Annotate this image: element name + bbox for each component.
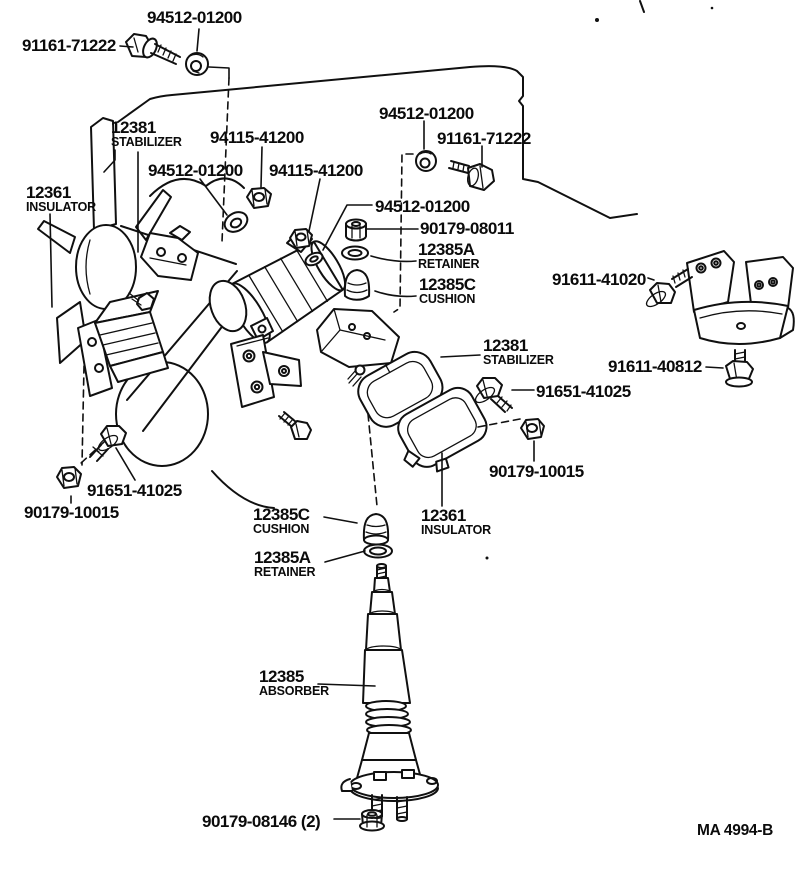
part-label-91611-40812 xyxy=(608,358,702,375)
part-number: 90179-08146 (2) xyxy=(202,812,321,831)
nut-94115-41200-first-drawing xyxy=(247,188,271,208)
part-label-91161-71222-right xyxy=(437,130,531,147)
part-label-12381-left xyxy=(111,119,182,149)
part-label-90179-10015-right xyxy=(489,463,584,480)
retainer-12385A-right-drawing xyxy=(342,247,368,260)
part-number: 12381 xyxy=(111,118,156,137)
part-number: 94115-41200 xyxy=(210,128,304,147)
bolt-91611-41025-drawing xyxy=(279,412,311,439)
part-label-91611-41020 xyxy=(552,271,646,288)
part-label-94512-01200-mid xyxy=(148,162,243,179)
nut-90179-10015-left-drawing xyxy=(57,467,81,488)
part-name: INSULATOR xyxy=(26,200,96,215)
part-label-90179-08011 xyxy=(420,220,514,237)
center-bracket-drawing xyxy=(231,335,301,407)
bolt-91611-40812-drawing xyxy=(726,350,753,387)
part-number: 91611-41020 xyxy=(552,270,646,289)
right-mount-bracket-drawing xyxy=(687,251,794,344)
cushion-12385C-right-drawing xyxy=(345,270,369,300)
part-number: 12385C xyxy=(419,275,476,294)
part-name: INSULATOR xyxy=(421,523,491,538)
part-label-12385-absorber xyxy=(259,668,329,698)
part-label-91651-41025-left xyxy=(87,482,182,499)
part-label-91651-41025-right xyxy=(536,383,631,400)
part-number: 91161-71222 xyxy=(437,129,531,148)
part-label-12361-left xyxy=(26,184,96,214)
part-number: 90179-08011 xyxy=(420,219,514,238)
stabilizer-bracket-center-drawing xyxy=(317,309,399,367)
part-label-94512-01200-column xyxy=(375,198,470,215)
part-number: 12381 xyxy=(483,336,528,355)
bolt-91161-71222-right-drawing xyxy=(449,161,494,190)
part-label-91161-71222-left xyxy=(22,37,116,54)
part-name: RETAINER xyxy=(254,565,316,580)
part-name: STABILIZER xyxy=(483,353,554,368)
shock-absorber-drawing xyxy=(341,564,438,821)
part-label-94512-01200-top xyxy=(147,9,242,26)
drawing-code: MA 4994-B xyxy=(697,822,773,839)
grommet-94512-01200-right-drawing xyxy=(416,151,436,171)
part-name: RETAINER xyxy=(418,257,480,272)
part-label-12385A-lower xyxy=(254,549,315,579)
part-number: 12385C xyxy=(253,505,310,524)
part-number: 94512-01200 xyxy=(147,8,242,27)
part-number: 94512-01200 xyxy=(148,161,243,180)
part-label-94115-41200-first xyxy=(210,129,304,146)
retainer-12385A-lower-drawing xyxy=(364,545,392,558)
part-name: ABSORBER xyxy=(259,684,329,699)
stabilizer-bracket-left-drawing xyxy=(141,226,198,280)
part-number: 91161-71222 xyxy=(22,36,116,55)
part-label-12385C-right xyxy=(419,276,476,306)
part-number: 94512-01200 xyxy=(379,104,474,123)
part-label-12381-center xyxy=(483,337,554,367)
part-number: 94512-01200 xyxy=(375,197,470,216)
nut-90179-08011-drawing xyxy=(346,220,366,241)
part-label-90179-08146 xyxy=(202,813,320,830)
part-number: 94115-41200 xyxy=(269,161,363,180)
cushion-12385C-lower-drawing xyxy=(364,514,388,545)
nut-90179-10015-right-drawing xyxy=(521,419,544,439)
part-label-90179-10015-left xyxy=(24,504,119,521)
part-label-94512-01200-right xyxy=(379,105,474,122)
part-number: 12361 xyxy=(26,183,71,202)
nut-94115-41200-second-drawing xyxy=(290,229,312,248)
part-name: STABILIZER xyxy=(111,135,182,150)
part-name: CUSHION xyxy=(253,522,310,537)
part-number: 12385 xyxy=(259,667,304,686)
bolt-91611-41020-drawing xyxy=(644,269,692,309)
bolt-91161-71222-left-drawing xyxy=(126,34,180,64)
part-name: CUSHION xyxy=(419,292,476,307)
part-number: 12385A xyxy=(254,548,311,567)
part-number: 91651-41025 xyxy=(536,382,631,401)
part-label-12361-center xyxy=(421,507,491,537)
part-label-12385A-right xyxy=(418,241,479,271)
part-number: 90179-10015 xyxy=(489,462,584,481)
grommet-94512-01200-top-drawing xyxy=(186,53,208,75)
part-number: 91611-40812 xyxy=(608,357,702,376)
nut-90179-08146-drawing xyxy=(360,810,384,831)
part-number: 12385A xyxy=(418,240,475,259)
part-label-12385C-lower xyxy=(253,506,310,536)
part-number: 91651-41025 xyxy=(87,481,182,500)
part-number: 90179-10015 xyxy=(24,503,119,522)
part-number: 12361 xyxy=(421,506,466,525)
part-label-94115-41200-second xyxy=(269,162,363,179)
